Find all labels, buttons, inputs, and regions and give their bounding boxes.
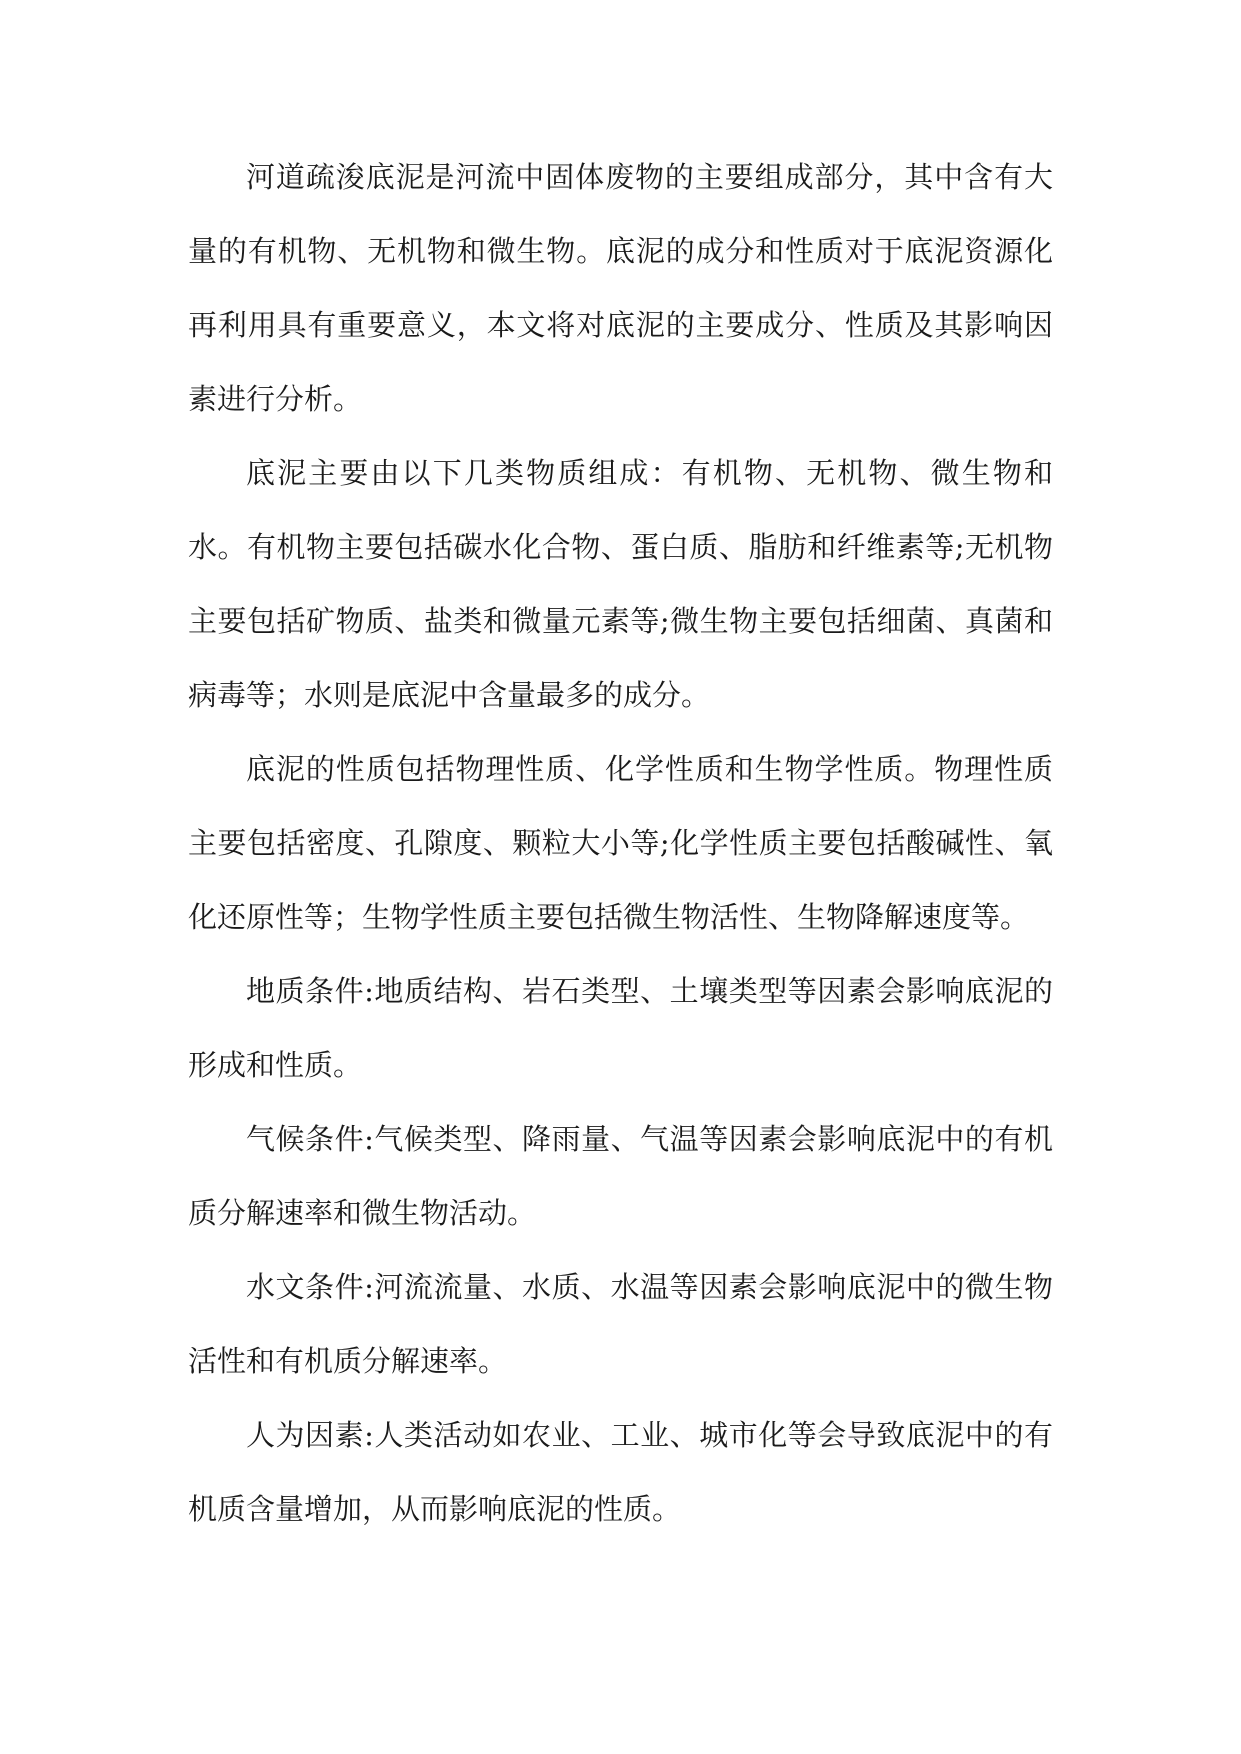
paragraph-human-factors: 人为因素:人类活动如农业、工业、城市化等会导致底泥中的有机质含量增加，从而影响底泥的性质。 [188, 1418, 1053, 1526]
paragraph-intro: 河道疏浚底泥是河流中固体废物的主要组成部分，其中含有大量的有机物、无机物和微生物。底泥的成分和性质对于底泥资源化再利用具有重要意义，本文将对底泥的主要成分、性质及其影响因素进行分析。 [188, 160, 1053, 416]
paragraph-properties: 底泥的性质包括物理性质、化学性质和生物学性质。物理性质主要包括密度、孔隙度、颗粒大小等;化学性质主要包括酸碱性、氧化还原性等；生物学性质主要包括微生物活性、生物降解速度等。 [188, 752, 1053, 934]
paragraph-composition: 底泥主要由以下几类物质组成：有机物、无机物、微生物和水。有机物主要包括碳水化合物、蛋白质、脂肪和纤维素等;无机物主要包括矿物质、盐类和微量元素等;微生物主要包括细菌、真菌和病毒等；水则是底泥中含量最多的成分。 [188, 456, 1053, 712]
paragraph-climate: 气候条件:气候类型、降雨量、气温等因素会影响底泥中的有机质分解速率和微生物活动。 [188, 1122, 1053, 1230]
document-body [188, 140, 1053, 1546]
paragraph-geology: 地质条件:地质结构、岩石类型、土壤类型等因素会影响底泥的形成和性质。 [188, 974, 1053, 1082]
paragraph-hydrology: 水文条件:河流流量、水质、水温等因素会影响底泥中的微生物活性和有机质分解速率。 [188, 1270, 1053, 1378]
